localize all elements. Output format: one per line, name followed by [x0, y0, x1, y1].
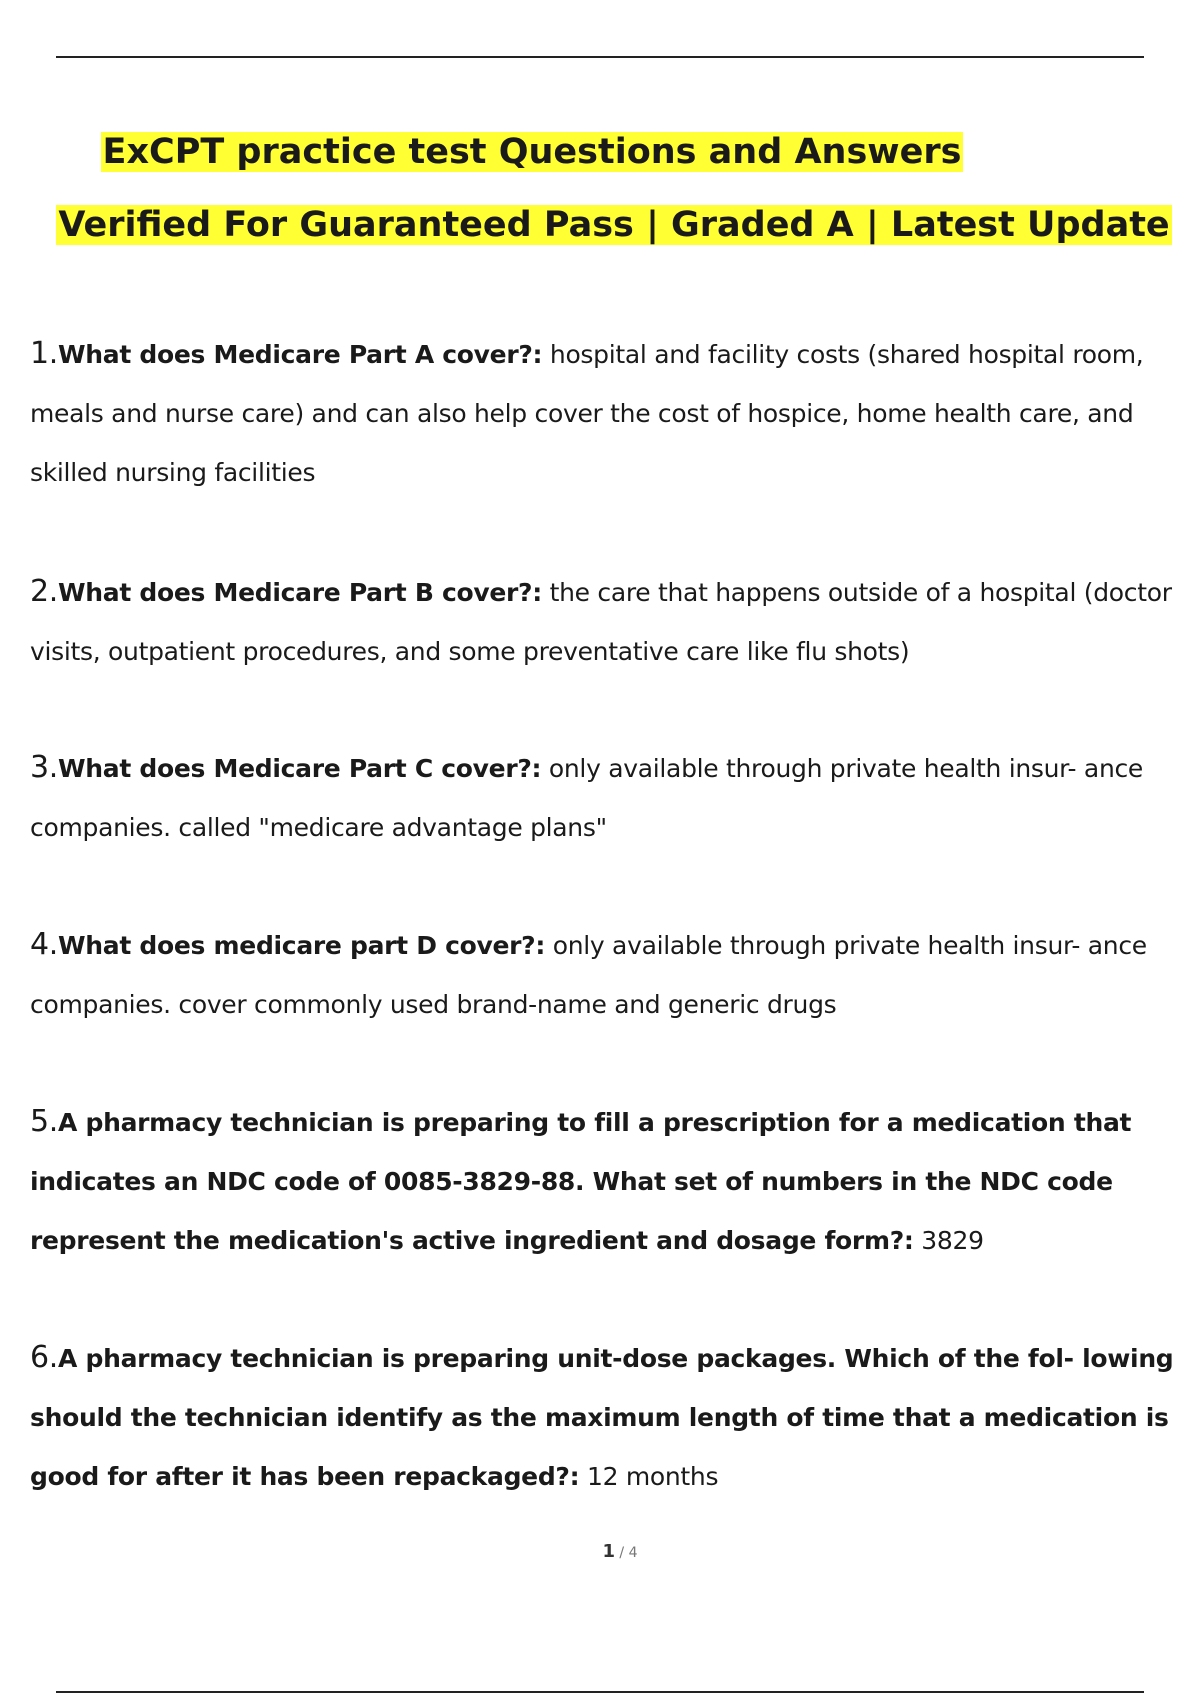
qa-item-6 [30, 1328, 1180, 1506]
answer-text: the care that happens outside of a hospital (doctor visits, outpatient procedures, and some preventative care like flu shots) [30, 578, 1172, 666]
item-number: 2. [30, 574, 59, 609]
title-line-2: Verified For Guaranteed Pass | Graded A | Latest Update [58, 205, 1170, 245]
qa-item-5 [30, 1092, 1180, 1270]
question-text: A pharmacy technician is preparing unit-dose packages. Which of the fol- lowing should the technician identify as the maximum length of time that a medication is good for after it has been repackaged?: [30, 1344, 1174, 1491]
question-text: What does Medicare Part C cover?: [58, 754, 542, 783]
answer-text: 3829 [913, 1226, 984, 1255]
item-number: 6. [30, 1340, 59, 1375]
top-rule [56, 56, 1144, 58]
question-text: A pharmacy technician is preparing to fill a prescription for a medication that indicates an NDC code of 0085-3829-88. What set of numbers in the NDC code represent the medication's active ingredient and dosage form?: [30, 1108, 1132, 1255]
answer-text: only available through private health insur- ance companies. cover commonly used brand-name and generic drugs [30, 931, 1147, 1019]
answer-text: 12 months [579, 1462, 719, 1491]
document-title [0, 128, 1132, 176]
bottom-rule [56, 1691, 1144, 1693]
answer-text: only available through private health insur- ance companies. called "medicare advantage plans" [30, 754, 1144, 842]
total-pages: 4 [628, 1545, 638, 1561]
qa-item-3 [30, 738, 1180, 857]
item-number: 1. [30, 336, 59, 371]
qa-item-1 [30, 324, 1180, 502]
current-page: 1 [602, 1541, 615, 1562]
item-number: 4. [30, 927, 59, 962]
qa-item-4 [30, 915, 1180, 1034]
page-indicator [0, 1541, 1200, 1562]
qa-item-2 [30, 562, 1180, 681]
item-number: 5. [30, 1104, 59, 1139]
question-text: What does medicare part D cover?: [58, 931, 546, 960]
question-text: What does Medicare Part A cover?: [58, 340, 543, 369]
document-subtitle [14, 201, 1200, 249]
answer-text: hospital and facility costs (shared hospital room, meals and nurse care) and can also help cover the cost of hospice, home health care, and skilled nursing facilities [30, 340, 1144, 487]
question-text: What does Medicare Part B cover?: [58, 578, 542, 607]
title-line-1: ExCPT practice test Questions and Answers [102, 132, 962, 172]
page-separator: / [614, 1545, 629, 1561]
item-number: 3. [30, 750, 59, 785]
